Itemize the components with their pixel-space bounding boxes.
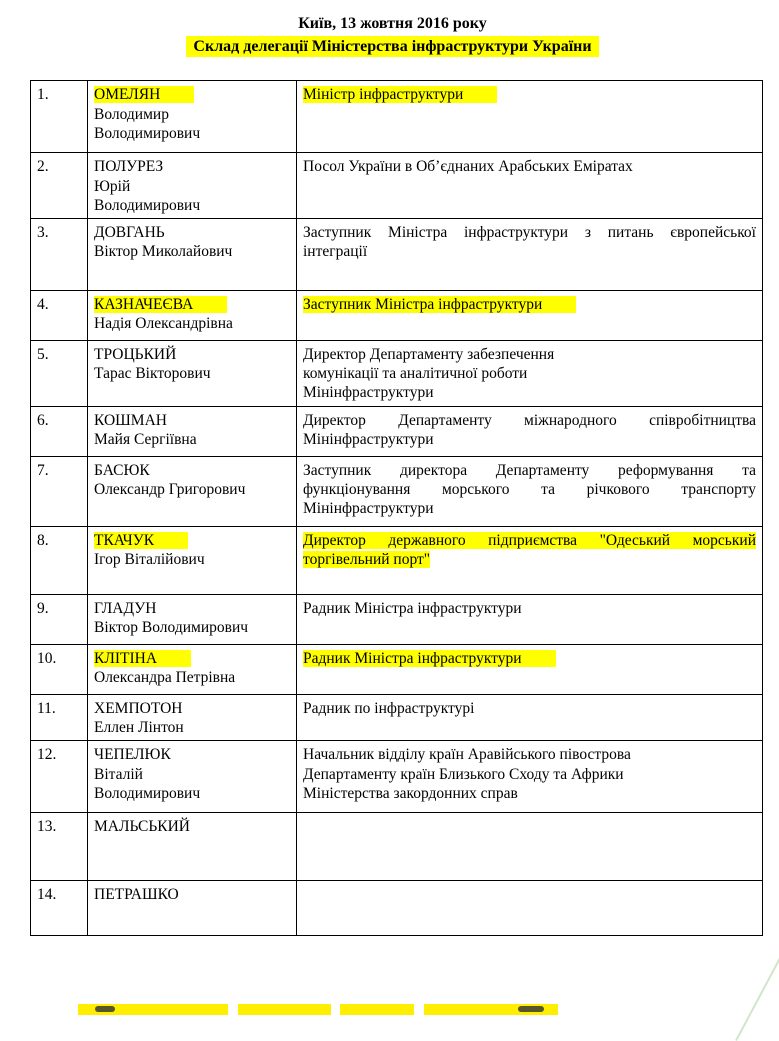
scan-artifact-line <box>735 925 779 1041</box>
position-cell <box>297 407 763 457</box>
position-text: Радник по інфраструктурі <box>303 700 475 718</box>
position-text: Міністр інфраструктури <box>303 86 497 103</box>
person-name-line: Віктор Володимирович <box>94 619 249 637</box>
person-name-line: Надія Олександрівна <box>94 315 233 333</box>
table-row <box>31 527 763 595</box>
position-cell <box>297 341 763 407</box>
document-title: Склад делегації Міністерства інфраструктури України <box>186 36 598 57</box>
name-cell <box>88 645 297 695</box>
row-number-cell: 13. <box>31 813 88 881</box>
scan-artifact-highlight <box>238 1004 331 1015</box>
name-cell <box>88 153 297 219</box>
position-cell <box>297 457 763 527</box>
person-surname: ГЛАДУН <box>94 600 157 618</box>
table-row <box>31 741 763 813</box>
table-row <box>31 881 763 936</box>
person-surname: ОМЕЛЯН <box>94 86 194 103</box>
person-surname: МАЛЬСЬКИЙ <box>94 818 190 836</box>
name-cell <box>88 813 297 881</box>
position-text-line: Мінінфраструктури <box>303 384 434 402</box>
row-number-cell: 11. <box>31 695 88 741</box>
table-row <box>31 457 763 527</box>
name-cell <box>88 695 297 741</box>
person-name-line: Олександра Петрівна <box>94 669 236 687</box>
table-row <box>31 695 763 741</box>
person-surname: ЧЕПЕЛЮК <box>94 746 171 764</box>
person-surname: ПЕТРАШКО <box>94 886 179 904</box>
row-number-cell: 3. <box>31 219 88 291</box>
row-number-cell: 7. <box>31 457 88 527</box>
person-surname: ХЕМПОТОН <box>94 700 183 718</box>
position-cell <box>297 813 763 881</box>
table-row <box>31 813 763 881</box>
row-number-cell: 12. <box>31 741 88 813</box>
name-cell <box>88 407 297 457</box>
position-cell <box>297 527 763 595</box>
position-cell <box>297 695 763 741</box>
person-name-line: Ігор Віталійович <box>94 551 205 569</box>
person-surname: ТРОЦЬКИЙ <box>94 346 177 364</box>
person-name-line: Майя Сергіївна <box>94 431 197 449</box>
table-row <box>31 219 763 291</box>
position-text: Заступник директора Департаменту реформування та функціонування морського та річкового транспорту Мінінфраструктури <box>303 462 756 518</box>
person-name-line: Юрій <box>94 177 131 195</box>
position-cell <box>297 81 763 153</box>
row-number-cell: 8. <box>31 527 88 595</box>
name-cell <box>88 341 297 407</box>
name-cell <box>88 219 297 291</box>
name-cell <box>88 527 297 595</box>
person-name-line: Володимирович <box>94 196 201 214</box>
person-surname: ТКАЧУК <box>94 532 188 549</box>
position-text: Директор Департаменту міжнародного співробітництва Мінінфраструктури <box>303 412 756 449</box>
position-cell <box>297 153 763 219</box>
person-name-line: Тарас Вікторович <box>94 365 211 383</box>
position-text: Радник Міністра інфраструктури <box>303 650 556 667</box>
delegation-table-body <box>31 81 763 936</box>
name-cell <box>88 741 297 813</box>
person-name-line: Еллен Лінтон <box>94 719 184 737</box>
position-text: Заступник Міністра інфраструктури <box>303 296 576 313</box>
position-text: Радник Міністра інфраструктури <box>303 600 522 618</box>
position-text-line: Департаменту країн Близького Сходу та Африки <box>303 765 624 783</box>
document-header <box>30 12 755 58</box>
position-text: Директор державного підприємства "Одеський морський торгівельний порт" <box>303 532 756 569</box>
name-cell <box>88 81 297 153</box>
name-cell <box>88 595 297 645</box>
row-number-cell: 2. <box>31 153 88 219</box>
person-name-line: Олександр Григорович <box>94 481 246 499</box>
position-cell <box>297 741 763 813</box>
person-surname: БАСЮК <box>94 462 150 480</box>
position-cell <box>297 291 763 341</box>
person-name-line: Віктор Миколайович <box>94 243 233 261</box>
row-number-cell: 6. <box>31 407 88 457</box>
row-number-cell: 10. <box>31 645 88 695</box>
position-text: Посол України в Об’єднаних Арабських Еміратах <box>303 158 633 176</box>
person-name-line: Володимирович <box>94 784 201 802</box>
row-number-cell: 9. <box>31 595 88 645</box>
person-surname: КЛІТІНА <box>94 650 191 667</box>
table-row <box>31 595 763 645</box>
table-row <box>31 153 763 219</box>
table-row <box>31 645 763 695</box>
row-number-cell: 1. <box>31 81 88 153</box>
scan-artifact-highlight <box>78 1004 228 1015</box>
scan-artifact-highlight <box>340 1004 414 1015</box>
name-cell <box>88 457 297 527</box>
person-surname: ПОЛУРЕЗ <box>94 158 164 176</box>
name-cell <box>88 291 297 341</box>
position-text-line: Міністерства закордонних справ <box>303 784 518 802</box>
table-row <box>31 81 763 153</box>
person-surname: КОШМАН <box>94 412 167 430</box>
position-text-line: Начальник відділу країн Аравійського півострова <box>303 746 631 764</box>
position-cell <box>297 595 763 645</box>
position-text-line: комунікації та аналітичної роботи <box>303 365 528 383</box>
person-surname: ДОВГАНЬ <box>94 224 165 242</box>
date-line: Київ, 13 жовтня 2016 року <box>298 15 487 32</box>
position-cell <box>297 645 763 695</box>
table-row <box>31 291 763 341</box>
position-text: Заступник Міністра інфраструктури з питань європейської інтеграції <box>303 224 756 261</box>
row-number-cell: 14. <box>31 881 88 936</box>
person-name-line: Віталій <box>94 765 143 783</box>
position-text-line: Директор Департаменту забезпечення <box>303 346 555 364</box>
row-number-cell: 4. <box>31 291 88 341</box>
scan-artifact-smudge <box>518 1006 544 1012</box>
scan-artifact-smudge <box>95 1006 115 1012</box>
person-surname: КАЗНАЧЕЄВА <box>94 296 227 313</box>
position-cell <box>297 881 763 936</box>
scan-artifact-highlight <box>424 1004 558 1015</box>
person-name-line: Володимир <box>94 105 169 123</box>
table-row <box>31 341 763 407</box>
table-row <box>31 407 763 457</box>
name-cell <box>88 881 297 936</box>
person-name-line: Володимирович <box>94 124 201 142</box>
row-number-cell: 5. <box>31 341 88 407</box>
position-cell <box>297 219 763 291</box>
delegation-table <box>30 80 763 936</box>
document-title-line <box>30 35 755 58</box>
